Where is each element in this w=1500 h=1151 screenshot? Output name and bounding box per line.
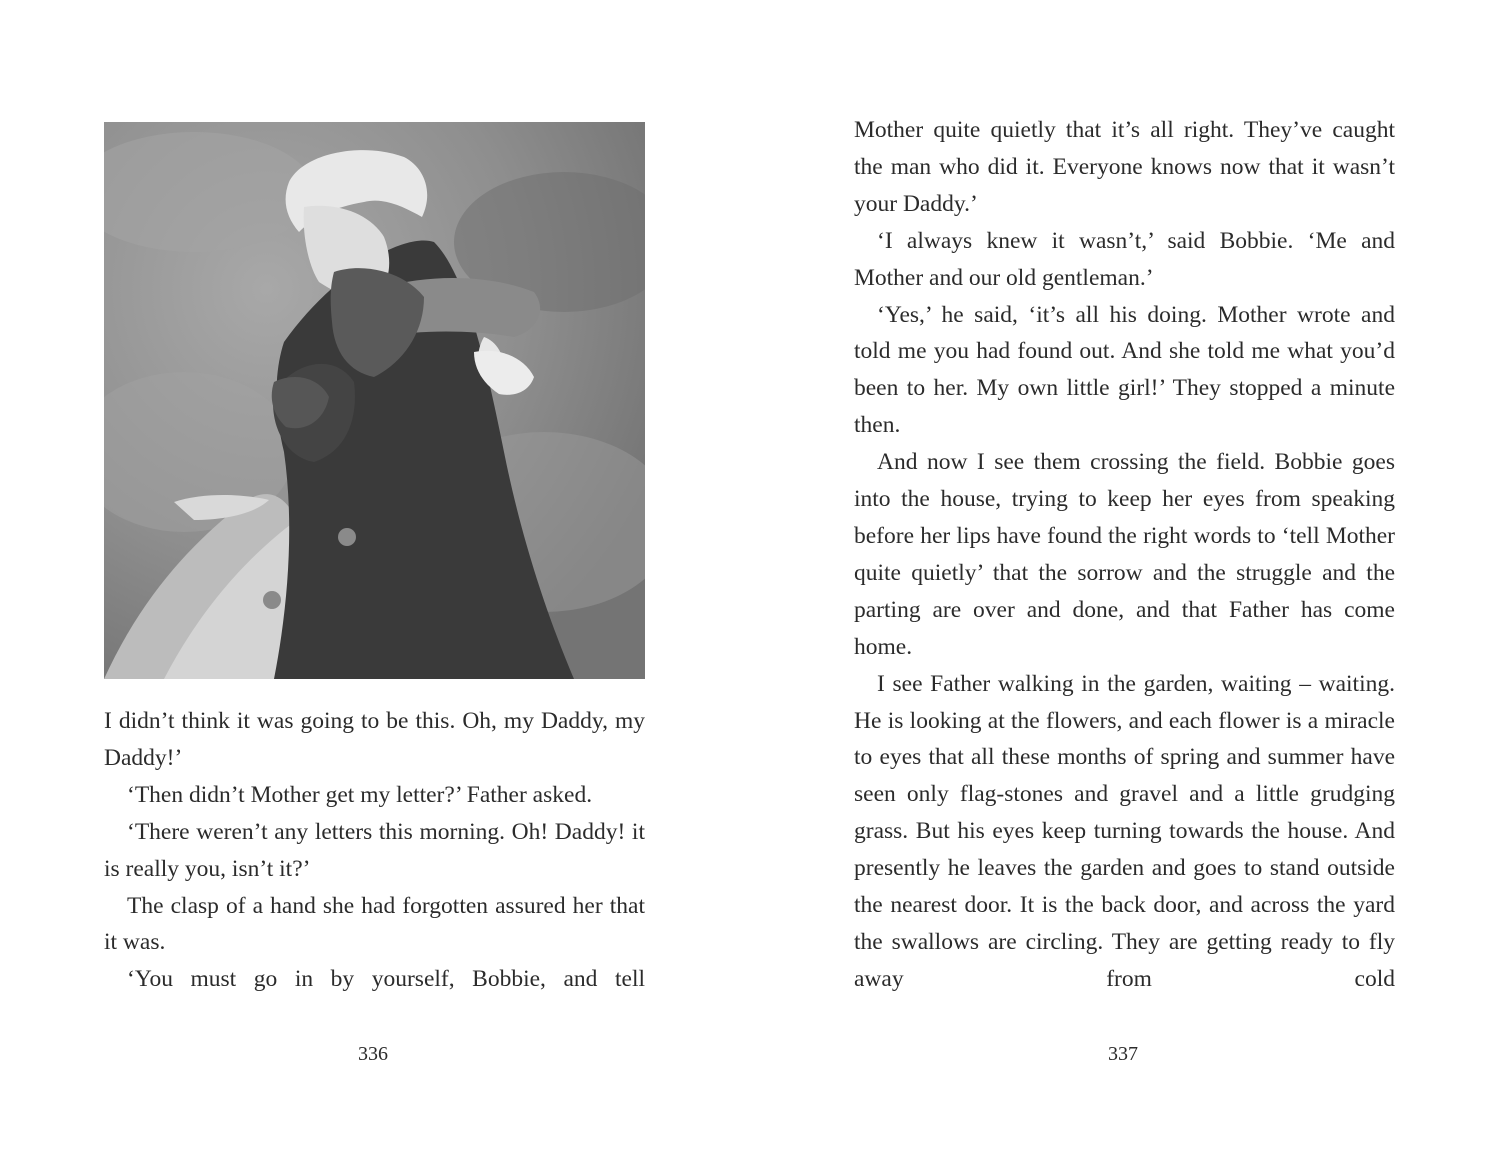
page-number: 336	[358, 1043, 388, 1065]
right-page-text	[854, 112, 1395, 998]
paragraph: ‘Yes,’ he said, ‘it’s all his doing. Mother wrote and told me you had found out. And she told me what you’d been to her. My own little girl!’ They stopped a minute then.	[854, 301, 1395, 439]
paragraph: ‘I always knew it wasn’t,’ said Bobbie. ‘Me and Mother and our old gentleman.’	[854, 227, 1395, 291]
page-number: 337	[1108, 1043, 1138, 1065]
left-page-text	[104, 703, 645, 998]
paragraph: ‘Then didn’t Mother get my letter?’ Father asked.	[127, 781, 593, 808]
right-page	[750, 0, 1500, 1151]
paragraph: ‘You must go in by yourself, Bobbie, and tell	[127, 966, 645, 993]
paragraph: And now I see them crossing the field. Bobbie goes into the house, trying to keep her eyes from speaking before her lips have found the right words to ‘tell Mother quite quietly’ that the sorrow and the struggle and the parting are over and done, and that Father has come home.	[854, 449, 1395, 660]
paragraph: I see Father walking in the garden, waiting – waiting. He is looking at the flowers, and each flower is a miracle to eyes that all these months of spring and summer have seen only flag-stones and gravel and a little grudging grass. But his eyes keep turning towards the house. And presently he leaves the garden and goes to stand outside the nearest door. It is the back door, and across the yard the swallows are circling. They are getting ready to fly away from cold	[854, 670, 1395, 992]
paragraph: The clasp of a hand she had forgotten assured her that it was.	[104, 892, 645, 956]
paragraph: Mother quite quietly that it’s all right. They’ve caught the man who did it. Everyone knows now that it wasn’t your Daddy.’	[854, 117, 1395, 217]
paragraph: ‘There weren’t any letters this morning. Oh! Daddy! it is really you, isn’t it?’	[104, 818, 645, 882]
illustration-embrace	[104, 122, 645, 679]
paragraph: I didn’t think it was going to be this. Oh, my Daddy, my Daddy!’	[104, 708, 645, 771]
